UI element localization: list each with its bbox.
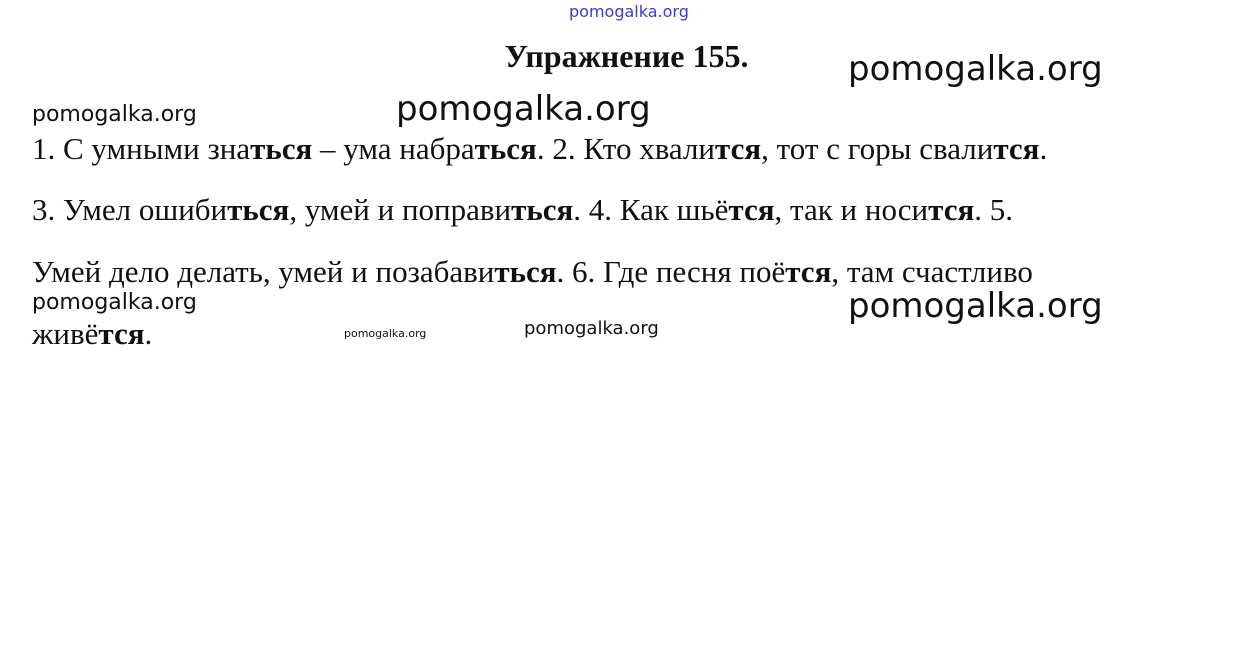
watermark-top: pomogalka.org <box>569 2 689 21</box>
bold-segment: ться <box>474 131 537 166</box>
bold-segment: тся <box>728 192 775 227</box>
text-segment: , там счастливо <box>831 254 1033 289</box>
watermark-small: pomogalka.org <box>344 327 427 340</box>
text-line-2 <box>32 194 1013 225</box>
text-segment: живё <box>32 316 99 351</box>
watermark-left-lower: pomogalka.org <box>32 290 197 315</box>
text-segment: . <box>1039 131 1048 166</box>
bold-segment: ться <box>250 131 313 166</box>
page-title: Упражнение 155. <box>504 38 749 74</box>
watermark-right-upper: pomogalka.org <box>848 49 1103 89</box>
text-segment: . 2. Кто хвали <box>536 131 716 166</box>
bold-segment: тся <box>785 254 832 289</box>
text-segment: . <box>144 316 153 351</box>
text-segment: , тот с горы свали <box>761 131 994 166</box>
text-segment: 3. Умел ошиби <box>32 192 228 227</box>
text-segment: , умей и поправи <box>289 192 512 227</box>
bold-segment: тся <box>928 192 975 227</box>
text-line-1 <box>32 133 1047 164</box>
bold-segment: тся <box>715 131 762 166</box>
watermark-center: pomogalka.org <box>396 89 651 129</box>
watermark-right-lower: pomogalka.org <box>848 286 1103 326</box>
watermark-left-upper: pomogalka.org <box>32 102 197 127</box>
text-segment: . 4. Как шьё <box>573 192 729 227</box>
text-line-3 <box>32 256 1033 287</box>
watermark-mid-lower: pomogalka.org <box>524 318 659 339</box>
text-line-4 <box>32 318 152 349</box>
bold-segment: тся <box>993 131 1040 166</box>
bold-segment: ться <box>511 192 574 227</box>
text-segment: . 5. <box>974 192 1013 227</box>
text-segment: Умей дело делать, умей и позабави <box>32 254 495 289</box>
text-segment: – ума набра <box>312 131 475 166</box>
text-segment: , так и носи <box>774 192 929 227</box>
bold-segment: тся <box>98 316 145 351</box>
bold-segment: ться <box>494 254 557 289</box>
text-segment: . 6. Где песня поё <box>556 254 786 289</box>
bold-segment: ться <box>227 192 290 227</box>
text-segment: 1. С умными зна <box>32 131 251 166</box>
